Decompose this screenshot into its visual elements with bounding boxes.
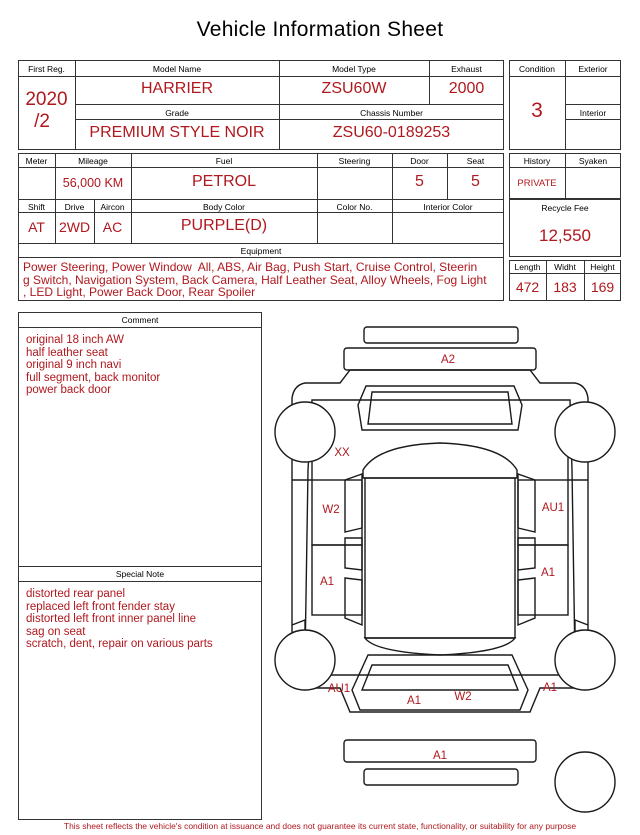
damage-mark: AU1	[541, 502, 565, 514]
drive-value: 2WD	[58, 219, 91, 235]
mileage-value: 56,000 KM	[62, 176, 124, 190]
exterior-label: Exterior	[578, 64, 608, 74]
interior-label: Interior	[579, 108, 607, 118]
equipment-label: Equipment	[240, 246, 282, 256]
damage-mark: A1	[406, 695, 422, 707]
front-left-wheel	[275, 630, 335, 690]
recycle-fee-label: Recycle Fee	[541, 203, 589, 213]
shift-label: Shift	[27, 202, 45, 212]
width-value: 183	[553, 279, 577, 295]
special-note-line: sag on seat	[26, 625, 86, 638]
chassis-number-value: ZSU60-0189253	[332, 124, 451, 141]
body-outline	[292, 370, 588, 712]
model-type-value: ZSU60W	[321, 80, 387, 97]
syaken-label: Syaken	[578, 156, 608, 166]
hood-outline	[352, 655, 528, 710]
grade-label: Grade	[165, 108, 189, 118]
damage-mark: A1	[432, 750, 448, 762]
rear-window-outline	[363, 443, 517, 478]
height-value: 169	[590, 279, 615, 295]
drive-label: Drive	[64, 202, 85, 212]
rear-spoiler-outline	[364, 327, 518, 343]
comment-line: half leather seat	[26, 346, 108, 359]
equipment-line: g Switch, Navigation System, Back Camera, Half Leather Seat, Alloy Wheels, Fog Light	[23, 272, 487, 287]
steering-label: Steering	[338, 156, 371, 166]
history-value: PRIVATE	[517, 178, 557, 189]
length-label: Length	[514, 262, 541, 272]
front-grille-outline	[364, 769, 518, 785]
shift-value: AT	[28, 219, 45, 235]
fuel-value: PETROL	[191, 173, 256, 190]
comment-line: power back door	[26, 384, 112, 396]
model-type-label: Model Type	[332, 64, 376, 74]
chassis-number-label: Chassis Number	[360, 108, 423, 118]
interior-color-label: Interior Color	[423, 202, 473, 212]
door-value: 5	[415, 173, 424, 190]
condition-label: Condition	[519, 64, 555, 74]
model-name-value: HARRIER	[140, 80, 213, 97]
right-front-door-outline	[518, 545, 568, 615]
model-name-label: Model Name	[152, 64, 202, 74]
comment-label: Comment	[121, 315, 159, 325]
recycle-fee-value: 12,550	[539, 226, 591, 245]
damage-mark: W2	[454, 691, 472, 703]
comment-line: original 18 inch AW	[26, 334, 125, 346]
special-note-line: distorted rear panel	[26, 588, 126, 600]
damage-mark: AU1	[327, 683, 351, 695]
damage-mark: A1	[540, 567, 556, 579]
color-no-label: Color No.	[336, 202, 373, 212]
mileage-label: Mileage	[78, 156, 108, 166]
first-reg-month: /2	[34, 111, 50, 132]
seat-label: Seat	[466, 156, 485, 166]
damage-mark: A2	[440, 354, 456, 366]
condition-value: 3	[531, 99, 543, 122]
seat-value: 5	[471, 173, 480, 190]
damage-mark: A1	[319, 576, 335, 588]
special-note-line: distorted left front inner panel line	[26, 613, 197, 625]
aircon-value: AC	[102, 219, 123, 235]
height-label: Height	[590, 262, 615, 272]
fuel-label: Fuel	[215, 156, 233, 166]
special-note-line: scratch, dent, repair on various parts	[26, 638, 213, 650]
disclaimer-footer: This sheet reflects the vehicle's condition at issuance and does not guarantee its current state, functionality, or suitability for any purpose	[63, 821, 577, 831]
equipment-line: , LED Light, Power Back Door, Rear Spoiler	[23, 285, 256, 299]
history-label: History	[523, 156, 551, 166]
body-color-value: PURPLE(D)	[180, 217, 268, 234]
windshield-outline	[365, 638, 515, 655]
damage-mark: A1	[542, 682, 558, 694]
comment-line: original 9 inch navi	[26, 359, 122, 371]
damage-mark: XX	[334, 447, 350, 459]
special-note-line: replaced left front fender stay	[26, 600, 175, 613]
rear-left-wheel	[275, 402, 335, 462]
exhaust-label: Exhaust	[451, 64, 482, 74]
roof-outline	[365, 478, 515, 638]
rear-right-wheel	[555, 402, 615, 462]
damage-mark: W2	[322, 504, 340, 516]
front-right-wheel	[555, 630, 615, 690]
special-note-label: Special Note	[115, 569, 165, 579]
first-reg-label: First Reg.	[28, 64, 65, 74]
door-label: Door	[410, 156, 429, 166]
equipment-line: Power Steering, Power Window All, ABS, Air Bag, Push Start, Cruise Control, Steerin	[23, 260, 478, 274]
width-label: Widht	[554, 262, 576, 272]
first-reg-year: 2020	[25, 89, 68, 110]
aircon-label: Aircon	[100, 202, 125, 212]
meter-label: Meter	[25, 156, 48, 166]
exhaust-value: 2000	[448, 80, 485, 97]
grade-value: PREMIUM STYLE NOIR	[89, 124, 265, 141]
body-color-label: Body Color	[202, 202, 246, 212]
page-title: Vehicle Information Sheet	[196, 18, 444, 41]
comment-line: full segment, back monitor	[26, 371, 161, 384]
spare-wheel	[555, 752, 615, 812]
length-value: 472	[515, 279, 540, 295]
